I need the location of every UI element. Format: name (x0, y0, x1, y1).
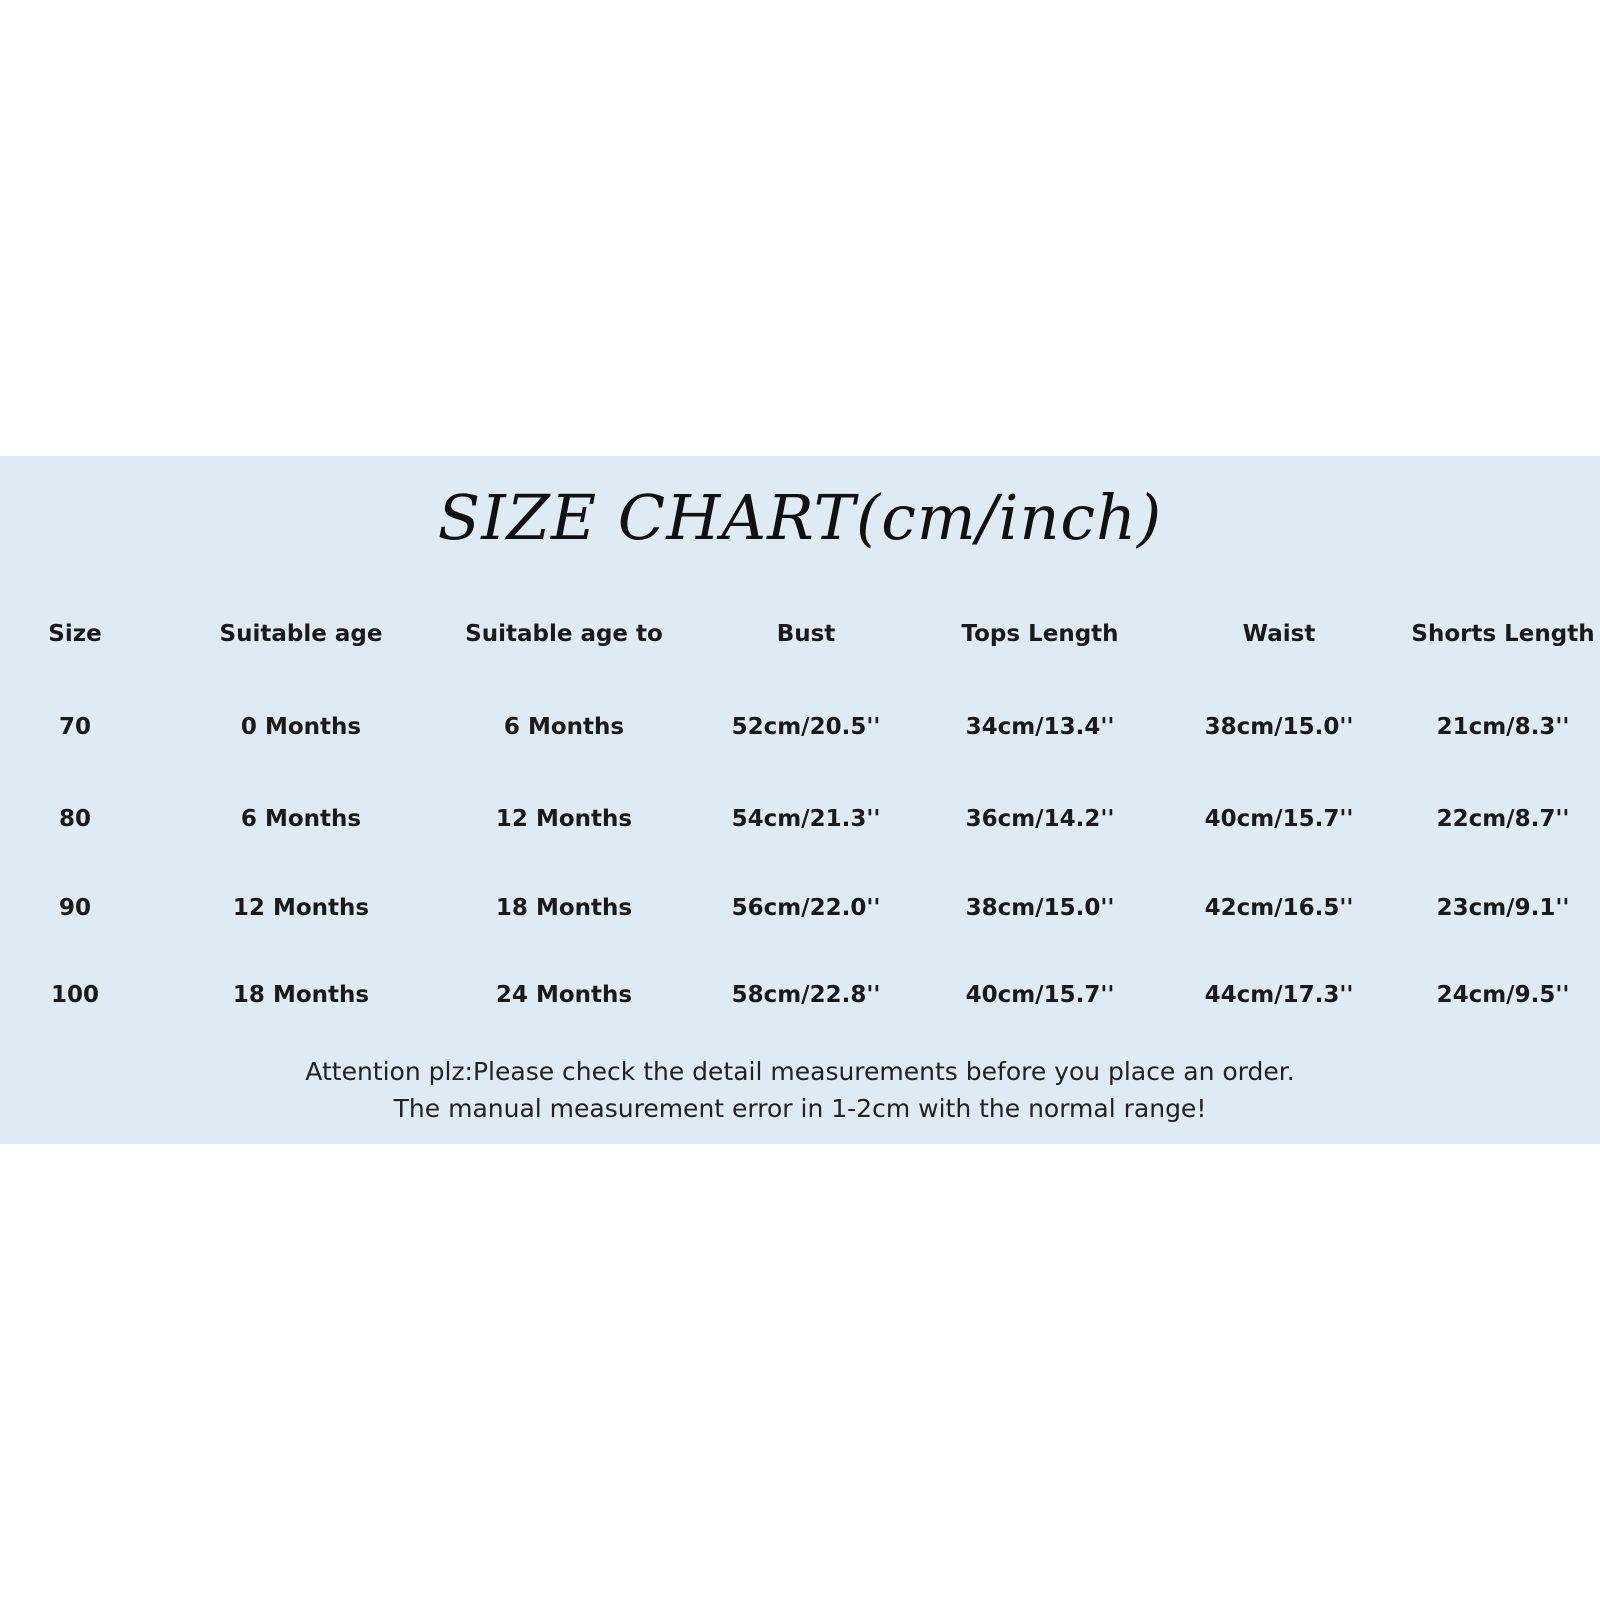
measurement-error-note: The manual measurement error in 1-2cm with the normal range! (393, 1094, 1207, 1123)
cell-tops-length: 36cm/14.2'' (965, 806, 1115, 832)
size-chart-panel (0, 456, 1600, 1144)
column-header-suitable-age: Suitable age (219, 621, 383, 647)
cell-shorts-length: 21cm/8.3'' (1436, 714, 1570, 740)
cell-shorts-length: 23cm/9.1'' (1436, 895, 1570, 921)
cell-size: 70 (58, 714, 92, 740)
cell-waist: 44cm/17.3'' (1204, 982, 1354, 1008)
column-header-suitable-age-to: Suitable age to (465, 621, 663, 647)
cell-waist: 38cm/15.0'' (1204, 714, 1354, 740)
column-header-bust: Bust (776, 621, 836, 647)
cell-suitable-age-to: 24 Months (495, 982, 633, 1008)
cell-bust: 58cm/22.8'' (731, 982, 881, 1008)
cell-bust: 52cm/20.5'' (731, 714, 881, 740)
cell-tops-length: 34cm/13.4'' (965, 714, 1115, 740)
column-header-shorts-length: Shorts Length (1411, 621, 1595, 647)
cell-tops-length: 40cm/15.7'' (965, 982, 1115, 1008)
cell-suitable-age-to: 6 Months (503, 714, 625, 740)
column-header-tops-length: Tops Length (961, 621, 1119, 647)
cell-size: 80 (58, 806, 92, 832)
cell-suitable-age-to: 12 Months (495, 806, 633, 832)
cell-suitable-age: 6 Months (240, 806, 362, 832)
column-header-waist: Waist (1242, 621, 1316, 647)
cell-suitable-age: 18 Months (232, 982, 370, 1008)
cell-size: 100 (50, 982, 100, 1008)
cell-bust: 56cm/22.0'' (731, 895, 881, 921)
cell-suitable-age: 0 Months (240, 714, 362, 740)
chart-title: SIZE CHART(cm/inch) (437, 481, 1163, 554)
size-table (0, 456, 1600, 1144)
cell-bust: 54cm/21.3'' (731, 806, 881, 832)
cell-shorts-length: 22cm/8.7'' (1436, 806, 1570, 832)
cell-size: 90 (58, 895, 92, 921)
cell-tops-length: 38cm/15.0'' (965, 895, 1115, 921)
cell-waist: 42cm/16.5'' (1204, 895, 1354, 921)
cell-shorts-length: 24cm/9.5'' (1436, 982, 1570, 1008)
attention-note: Attention plz:Please check the detail measurements before you place an order. (305, 1057, 1295, 1086)
cell-waist: 40cm/15.7'' (1204, 806, 1354, 832)
cell-suitable-age: 12 Months (232, 895, 370, 921)
cell-suitable-age-to: 18 Months (495, 895, 633, 921)
column-header-size: Size (48, 621, 102, 647)
